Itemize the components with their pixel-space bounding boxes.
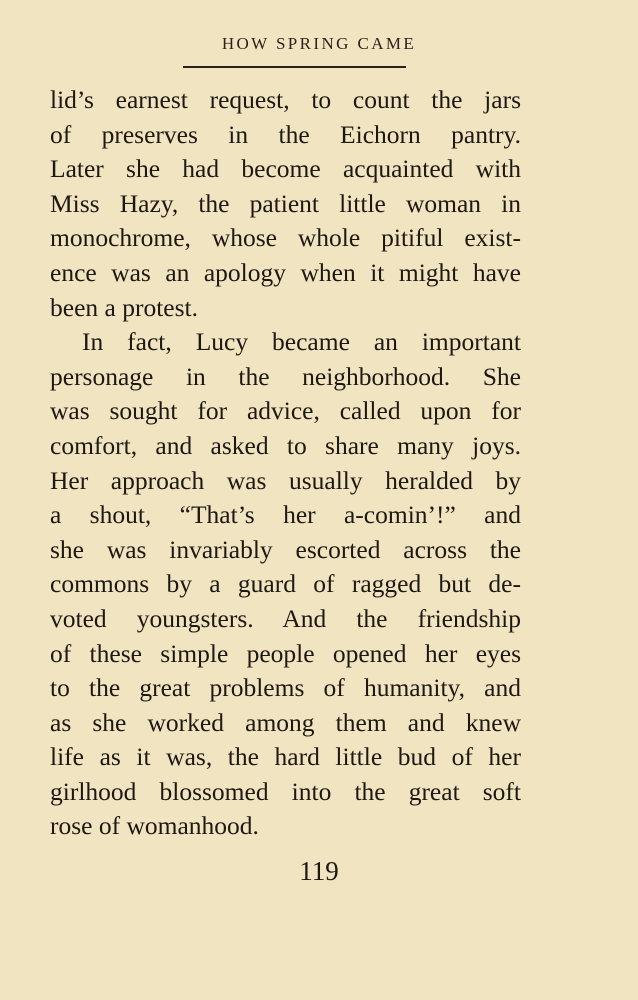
text-line: life as it was, the hard little bud of her	[50, 742, 521, 772]
text-line: voted youngsters. And the friendship	[50, 603, 521, 633]
text-line: commons by a guard of ragged but de-	[50, 569, 521, 599]
text-line: rose of womanhood.	[50, 811, 259, 841]
text-line: ence was an apology when it might have	[50, 257, 521, 287]
text-line: Miss Hazy, the patient little woman in	[50, 188, 521, 218]
text-line: Her approach was usually heralded by	[50, 465, 521, 495]
page-number: 119	[299, 856, 339, 886]
text-line: lid’s earnest request, to count the jars	[50, 85, 521, 114]
text-line: to the great problems of humanity, and	[50, 673, 521, 703]
body-text	[50, 83, 521, 844]
running-head: HOW SPRING CAME	[221, 34, 417, 53]
paragraph	[50, 325, 521, 844]
text-line: as she worked among them and knew	[50, 707, 521, 737]
text-line: girlhood blossomed into the great soft	[50, 776, 521, 806]
running-head-rule	[183, 66, 406, 68]
text-line: comfort, and asked to share many joys.	[50, 430, 521, 460]
text-line: of these simple people opened her eyes	[50, 638, 521, 668]
text-line: personage in the neighborhood. She	[50, 361, 521, 391]
text-line: of preserves in the Eichorn pantry.	[50, 119, 521, 149]
text-line: was sought for advice, called upon for	[50, 396, 521, 426]
text-line: monochrome, whose whole pitiful exist-	[50, 223, 521, 253]
text-line: she was invariably escorted across the	[50, 534, 521, 564]
text-line: In fact, Lucy became an important	[82, 327, 521, 357]
text-line: a shout, “That’s her a-comin’!” and	[50, 500, 521, 530]
text-line: Later she had become acquainted with	[50, 154, 521, 184]
paragraph	[50, 83, 521, 325]
text-line: been a protest.	[50, 292, 198, 322]
